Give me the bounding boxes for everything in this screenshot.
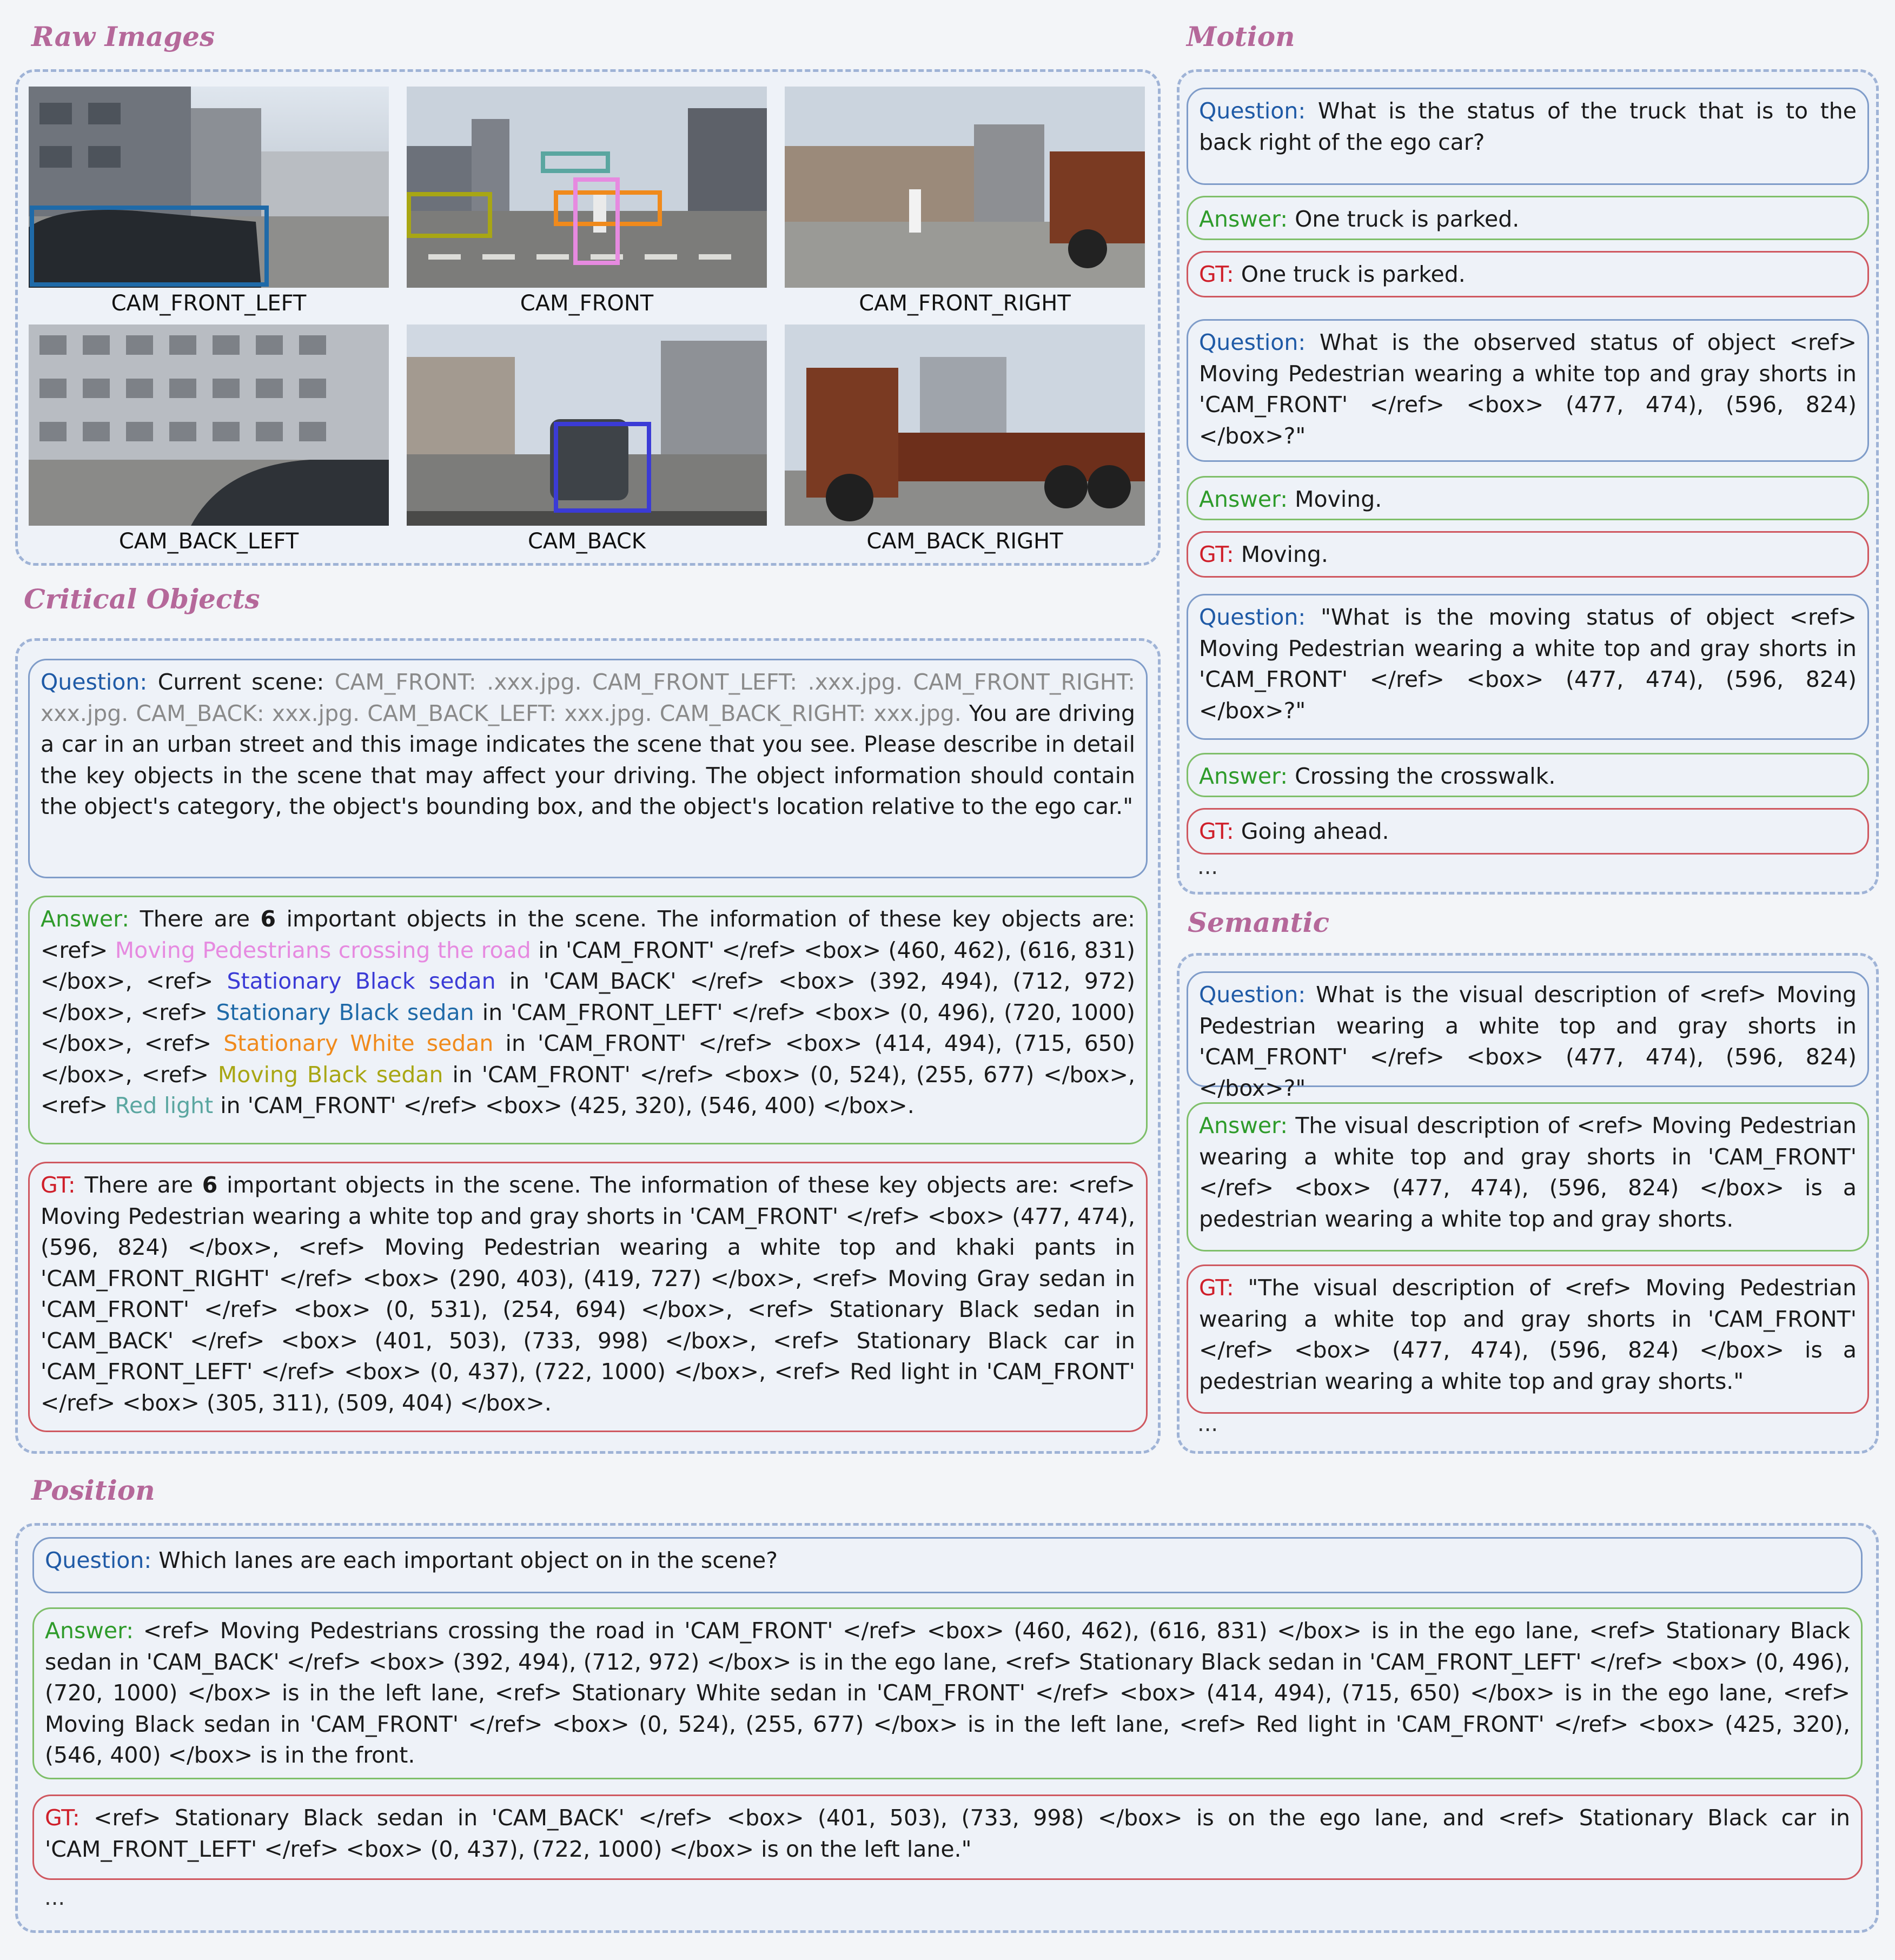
semantic-gt-text: "The visual description of <ref> Moving Pedestrian wearing a white top and gray shorts in 'CAM_FRONT' </ref> <box> (477, 474), (596, 824) </box> is a pedestrian wearing a white top and gray shorts." <box>1199 1275 1857 1394</box>
critical-question-prefix: Current scene: <box>157 669 324 695</box>
cam-label-back-left: CAM_BACK_LEFT <box>118 529 299 554</box>
motion-gt-2-text: Moving. <box>1241 541 1328 567</box>
answer-object-left-sedan-box: in 'CAM_FRONT_LEFT' </ref> <box> (0, 496), (720, 1000) </box>, <ref> <box>41 999 1135 1056</box>
motion-gt-2 <box>1187 531 1869 578</box>
critical-question-card <box>28 659 1148 878</box>
answer-label: Answer: <box>1199 763 1288 789</box>
cam-back-right-scene <box>785 325 1145 526</box>
gt-count: 6 <box>202 1172 218 1198</box>
position-ellipsis: ... <box>44 1885 65 1910</box>
question-label: Question: <box>41 669 148 695</box>
critical-gt-card <box>28 1162 1148 1432</box>
answer-object-white-sedan: Stationary White sedan <box>223 1030 494 1056</box>
critical-answer-card <box>28 896 1148 1144</box>
cam-label-front: CAM_FRONT <box>520 291 654 316</box>
position-question <box>32 1537 1863 1593</box>
gt-text: important objects in the scene. The information of these key objects are: <ref> Moving Pedestrian wearing a white top and gray shorts in 'CAM_FRONT' </ref> <box> (477, 474), (596, 824) </box>, <ref> Moving Pedestrian wearing a white top and khaki pants in 'CAM_FRONT_RIGHT' </ref> <box> (290, 403), (419, 727) </box>, <ref> Moving Gray sedan in 'CAM_FRONT' </ref> <box> (0, 531), (254, 694) </box>, <ref> Stationary Black sedan in 'CAM_BACK' </ref> <box> (401, 503), (733, 998) </box>, <ref> Stationary Black car in 'CAM_FRONT_LEFT' </ref> <box> (0, 437), (722, 1000) </box>, <ref> Red light in 'CAM_FRONT' </ref> <box> (305, 311), (509, 404) </box>. <box>41 1172 1135 1416</box>
gt-label: GT: <box>41 1172 76 1198</box>
position-gt <box>32 1795 1863 1880</box>
motion-question-2 <box>1187 319 1869 462</box>
gt-label: GT: <box>1199 1275 1234 1301</box>
cam-front-left-image <box>29 87 389 288</box>
gt-label: GT: <box>1199 818 1234 844</box>
answer-object-moving-sedan-box: in 'CAM_FRONT' </ref> <box> (0, 524), (255, 677) </box>, <ref> <box>41 1061 1135 1118</box>
answer-object-back-sedan: Stationary Black sedan <box>227 968 496 994</box>
gt-intro: There are <box>84 1172 193 1198</box>
semantic-answer <box>1187 1102 1869 1252</box>
motion-answer-3 <box>1187 753 1869 797</box>
answer-label: Answer: <box>45 1618 134 1644</box>
motion-question-1-text: What is the status of the truck that is to the back right of the ego car? <box>1199 98 1857 155</box>
answer-label: Answer: <box>1199 206 1288 232</box>
answer-object-pedestrian-box: in 'CAM_FRONT' </ref> <box> (460, 462), (616, 831) </box>, <ref> <box>41 937 1135 994</box>
motion-answer-2-text: Moving. <box>1295 486 1382 512</box>
question-label: Question: <box>45 1547 152 1573</box>
answer-object-red-light-box: in 'CAM_FRONT' </ref> <box> (425, 320), (546, 400) </box>. <box>220 1092 915 1118</box>
motion-ellipsis: ... <box>1197 855 1218 879</box>
section-title-critical-objects: Critical Objects <box>24 583 260 615</box>
section-title-raw-images: Raw Images <box>31 21 215 52</box>
gt-label: GT: <box>45 1805 80 1831</box>
motion-answer-1 <box>1187 196 1869 240</box>
answer-count: 6 <box>260 906 276 932</box>
question-label: Question: <box>1199 982 1306 1008</box>
semantic-gt <box>1187 1264 1869 1414</box>
answer-object-red-light: Red light <box>115 1092 214 1118</box>
cam-front-image <box>407 87 767 288</box>
semantic-ellipsis: ... <box>1197 1412 1218 1436</box>
cam-label-front-right: CAM_FRONT_RIGHT <box>859 291 1071 316</box>
motion-question-3-text: "What is the moving status of object <ref> Moving Pedestrian wearing a white top and gray shorts in 'CAM_FRONT' </ref> <box> (477, 474), (596, 824) </box>?" <box>1199 604 1857 724</box>
answer-object-pedestrian: Moving Pedestrians crossing the road <box>115 937 531 963</box>
position-answer <box>32 1607 1863 1779</box>
answer-object-back-sedan-box: in 'CAM_BACK' </ref> <box> (392, 494), (712, 972) </box>, <ref> <box>41 968 1135 1025</box>
answer-object-moving-sedan: Moving Black sedan <box>217 1061 443 1088</box>
cam-label-front-left: CAM_FRONT_LEFT <box>111 291 307 316</box>
position-gt-text: <ref> Stationary Black sedan in 'CAM_BACK' </ref> <box> (401, 503), (733, 998) </box> is on the ego lane, and <ref> Stationary Black car in 'CAM_FRONT_LEFT' </ref> <box> (0, 437), (722, 1000) </box> is on the left lane." <box>45 1805 1850 1862</box>
motion-gt-1-text: One truck is parked. <box>1241 261 1466 287</box>
section-title-motion: Motion <box>1187 21 1295 52</box>
section-title-position: Position <box>31 1474 155 1506</box>
answer-label: Answer: <box>41 906 130 932</box>
bbox-stationary-black-sedan-back <box>554 422 651 513</box>
answer-label: Answer: <box>1199 486 1288 512</box>
motion-answer-2 <box>1187 476 1869 520</box>
motion-gt-3-text: Going ahead. <box>1241 818 1389 844</box>
semantic-answer-text: The visual description of <ref> Moving Pedestrian wearing a white top and gray shorts in 'CAM_FRONT' </ref> <box> (477, 474), (596, 824) </box> is a pedestrian wearing a white top and gray shorts. <box>1199 1113 1857 1232</box>
motion-gt-1 <box>1187 251 1869 297</box>
answer-intro: There are <box>140 906 250 932</box>
gt-label: GT: <box>1199 261 1234 287</box>
bbox-moving-pedestrian <box>573 177 620 265</box>
motion-gt-3 <box>1187 808 1869 855</box>
cam-back-left-scene <box>29 325 389 526</box>
cam-back-left-image <box>29 325 389 526</box>
cam-front-right-image <box>785 87 1145 288</box>
motion-question-3 <box>1187 594 1869 740</box>
position-answer-text: <ref> Moving Pedestrians crossing the road in 'CAM_FRONT' </ref> <box> (460, 462), (616, 831) </box> is in the ego lane, <ref> Stationary Black sedan in 'CAM_BACK' </ref> <box> (392, 494), (712, 972) </box> is in the ego lane, <ref> Stationary Black sedan in 'CAM_FRONT_LEFT' </ref> <box> (0, 496), (720, 1000) </box> is in the left lane, <ref> Stationary White sedan in 'CAM_FRONT' </ref> <box> (414, 494), (715, 650) </box> is in the ego lane, <ref> Moving Black sedan in 'CAM_FRONT' </ref> <box> (0, 524), (255, 677) </box> is in the left lane, <ref> Red light in 'CAM_FRONT' </ref> <box> (425, 320), (546, 400) </box> is in the front. <box>45 1618 1850 1768</box>
bbox-red-light <box>541 151 610 173</box>
cam-label-back-right: CAM_BACK_RIGHT <box>866 529 1063 554</box>
bbox-moving-black-sedan <box>407 192 492 238</box>
position-question-text: Which lanes are each important object on in the scene? <box>158 1547 778 1573</box>
cam-front-right-scene <box>785 87 1145 288</box>
bbox-stationary-black-sedan-front-left <box>30 206 269 287</box>
question-label: Question: <box>1199 98 1306 124</box>
gt-label: GT: <box>1199 541 1234 567</box>
cam-back-right-image <box>785 325 1145 526</box>
motion-answer-1-text: One truck is parked. <box>1295 206 1520 232</box>
answer-object-white-sedan-box: in 'CAM_FRONT' </ref> <box> (414, 494), (715, 650) </box>, <ref> <box>41 1030 1135 1088</box>
question-label: Question: <box>1199 329 1306 355</box>
critical-question-text: You are driving a car in an urban street and this image indicates the scene that you see. Please describe in detail the key objects in the scene that may affect your driving. The object information should contain the object's category, the object's bounding box, and the object's location relative to the ego car." <box>41 700 1135 819</box>
answer-label: Answer: <box>1199 1113 1288 1138</box>
section-title-semantic: Semantic <box>1188 906 1330 938</box>
semantic-question <box>1187 971 1869 1101</box>
motion-question-2-text: What is the observed status of object <ref> Moving Pedestrian wearing a white top and gray shorts in 'CAM_FRONT' </ref> <box> (477, 474), (596, 824) </box>?" <box>1199 329 1857 449</box>
semantic-question-text: What is the visual description of <ref> Moving Pedestrian wearing a white top and gray shorts in 'CAM_FRONT' </ref> <box> (477, 474), (596, 824) </box>?" <box>1199 982 1857 1101</box>
motion-question-1 <box>1187 88 1869 185</box>
cam-back-image <box>407 325 767 526</box>
motion-answer-3-text: Crossing the crosswalk. <box>1295 763 1556 789</box>
cam-label-back: CAM_BACK <box>527 529 646 554</box>
answer-object-left-sedan: Stationary Black sedan <box>216 999 474 1025</box>
answer-intro-rest: important objects in the scene. The information of these key objects are: <ref> <box>41 906 1135 963</box>
critical-question-files: CAM_FRONT: .xxx.jpg. CAM_FRONT_LEFT: .xxx.jpg. CAM_FRONT_RIGHT: xxx.jpg. CAM_BACK: xxx.jpg. CAM_BACK_LEFT: xxx.jpg. CAM_BACK_RIGHT: xxx.jpg. <box>41 669 1135 726</box>
question-label: Question: <box>1199 604 1306 630</box>
